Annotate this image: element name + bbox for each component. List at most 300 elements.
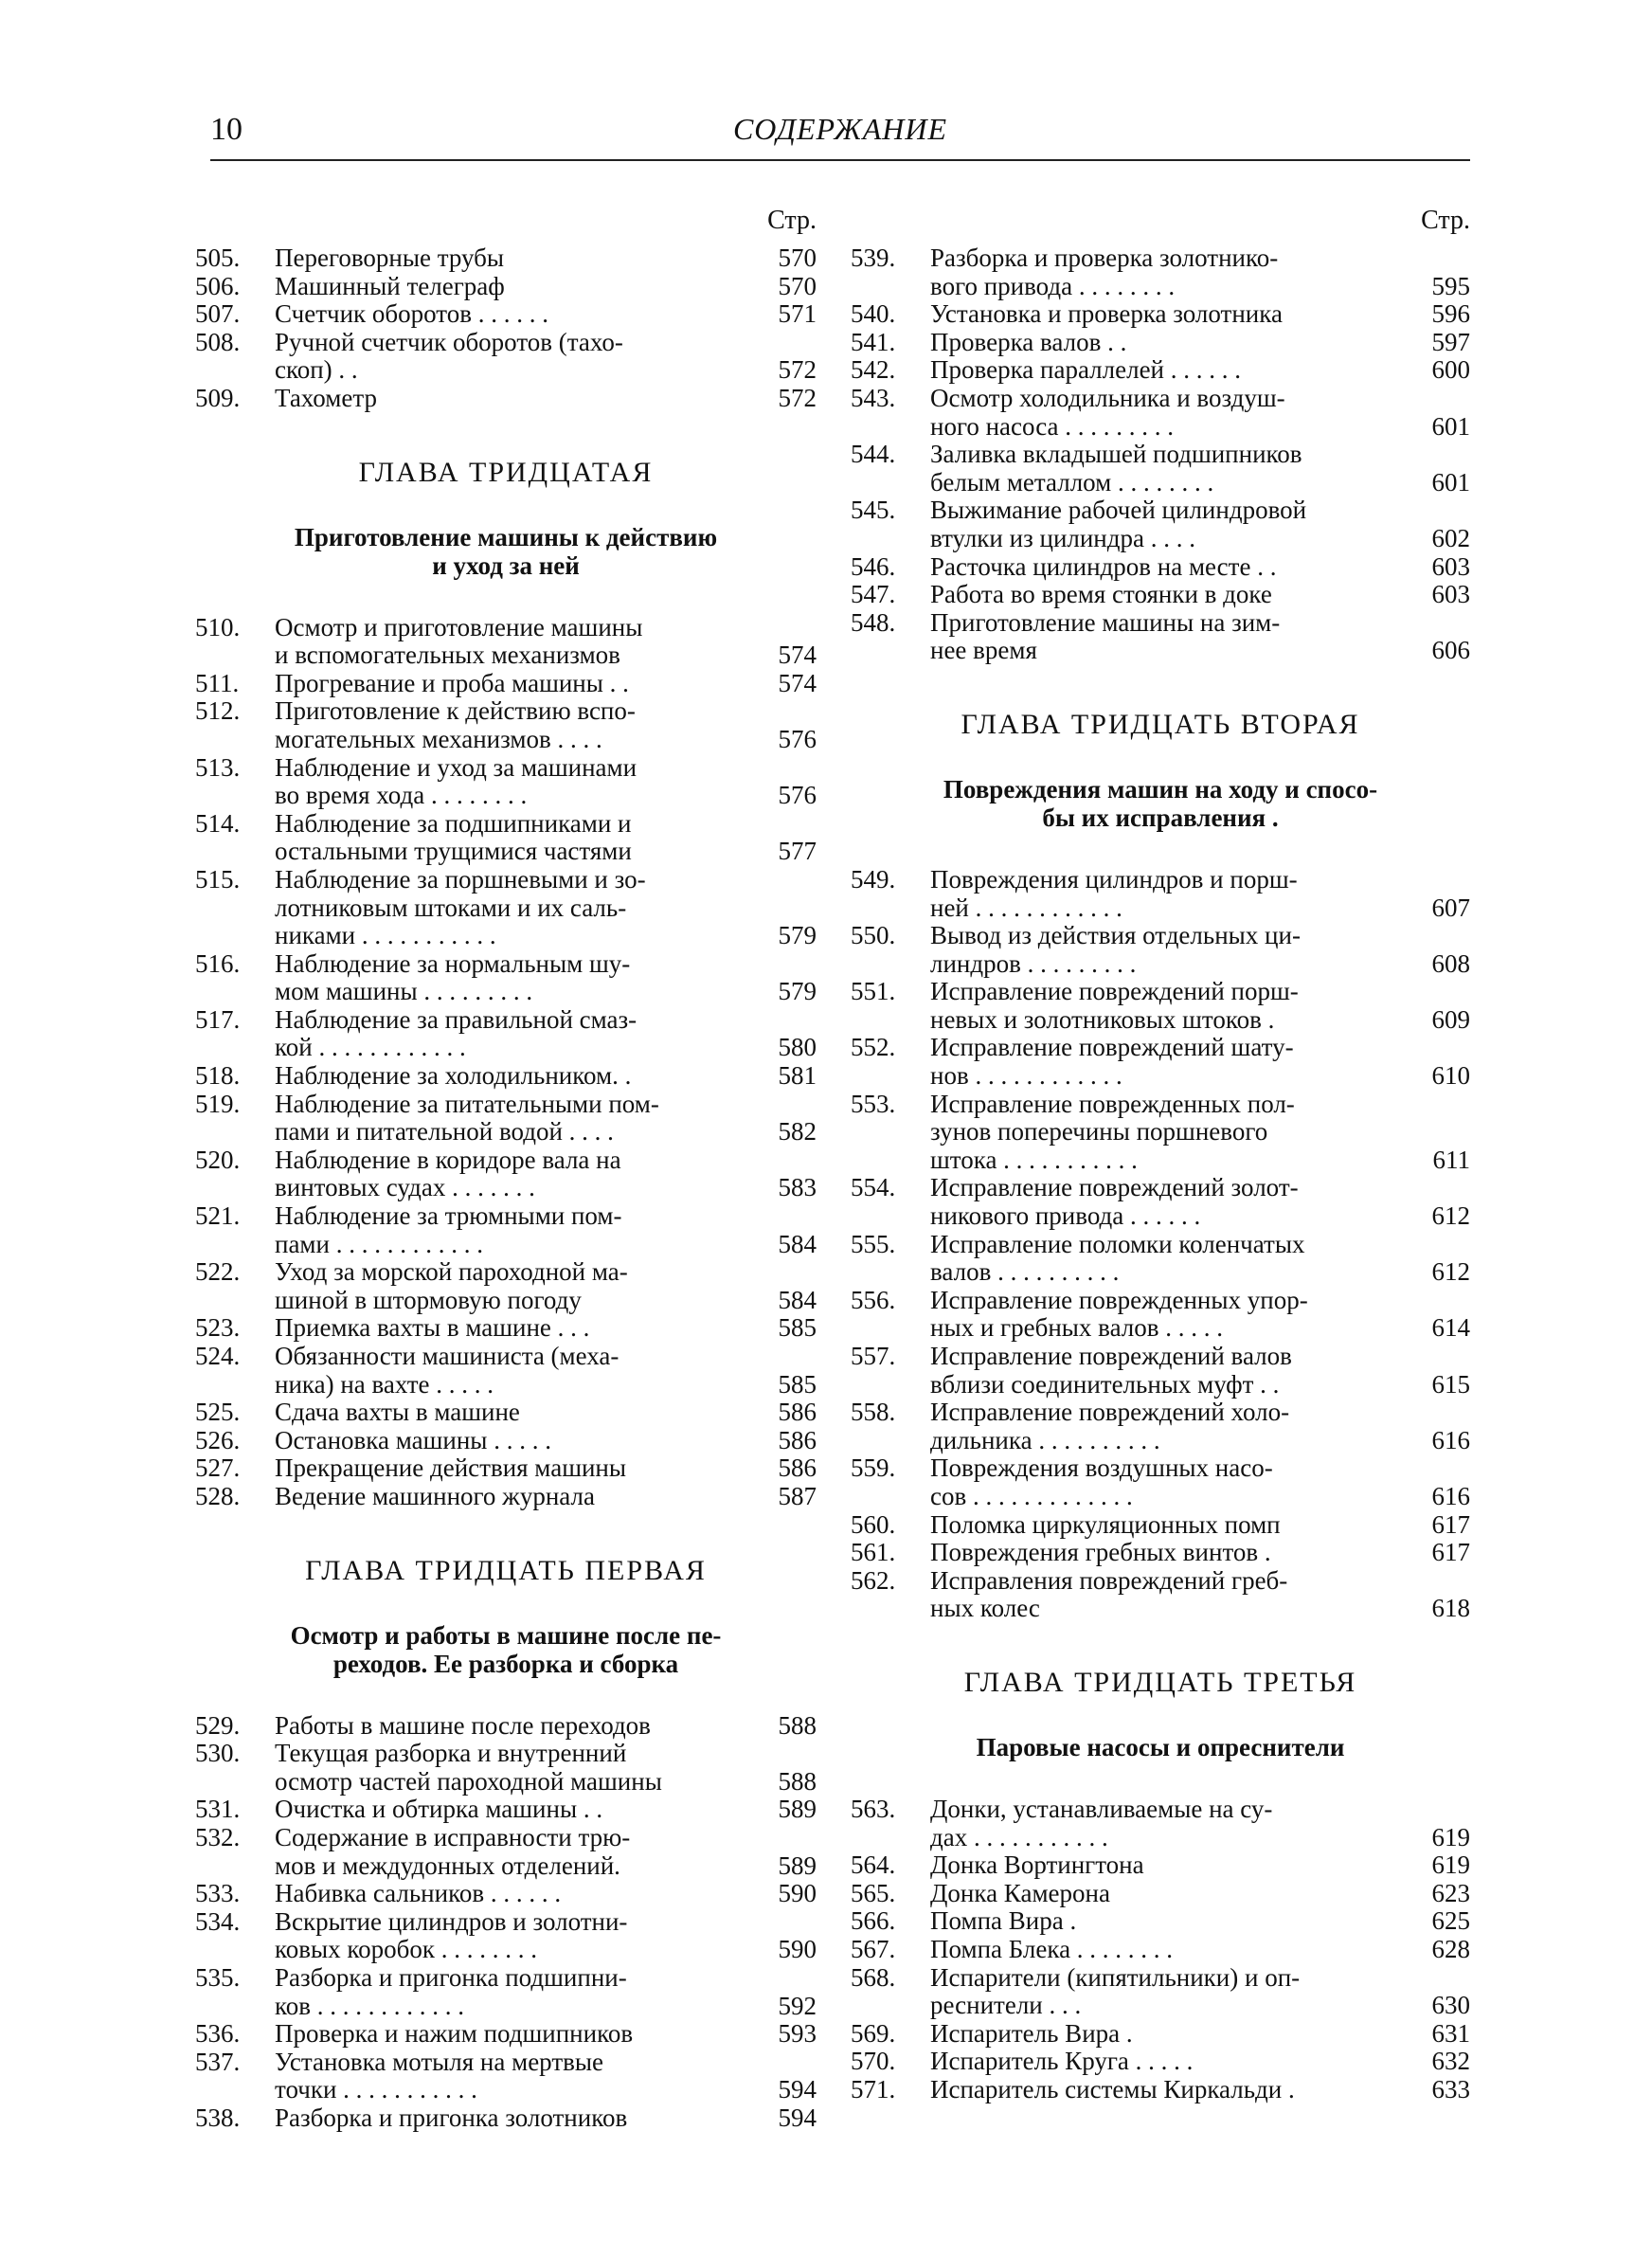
entry-title-line: Уход за морской пароходной ма- bbox=[275, 1258, 628, 1287]
entry-page-number: 595 bbox=[1431, 271, 1470, 300]
entry-title-line: Осмотр холодильника и воздуш- bbox=[930, 384, 1285, 412]
entry-title bbox=[275, 1399, 743, 1427]
entry-page-number: 577 bbox=[778, 837, 817, 866]
entry-title-line: кой . . . . . . . . . . . . bbox=[275, 1034, 466, 1062]
entry-title bbox=[930, 1907, 1396, 1936]
entry-title bbox=[275, 1062, 743, 1091]
toc-entry bbox=[851, 244, 1470, 300]
entry-title-line: лотниковым штоками и их саль- bbox=[275, 894, 627, 922]
chapter-subtitle-line: Приготовление машины к действию bbox=[294, 522, 718, 551]
entry-title bbox=[275, 329, 743, 385]
entry-title-line: Наблюдение за подшипниками и bbox=[275, 809, 632, 838]
entry-title-line: Приемка вахты в машине . . . bbox=[275, 1314, 590, 1343]
entry-number: 571. bbox=[851, 2074, 896, 2104]
toc-entry bbox=[851, 497, 1470, 552]
entry-title-line: осмотр частей пароходной машины bbox=[275, 1767, 662, 1796]
entry-title bbox=[930, 497, 1396, 552]
chapter-subtitle-line: Осмотр и работы в машине после пе- bbox=[290, 1620, 722, 1650]
entry-page-number: 574 bbox=[778, 668, 817, 697]
entry-page-number: 590 bbox=[778, 1879, 817, 1908]
toc-entry bbox=[851, 329, 1470, 357]
entry-number: 510. bbox=[195, 612, 241, 641]
toc-entry bbox=[195, 1314, 817, 1343]
entry-page-number: 588 bbox=[778, 1766, 817, 1796]
entry-title-line: ных и гребных валов . . . . . bbox=[930, 1314, 1224, 1343]
entry-title-line: пами и питательной водой . . . . bbox=[275, 1118, 614, 1147]
entry-page-number: 623 bbox=[1431, 1878, 1470, 1907]
entry-title-line: Наблюдение в коридоре вала на bbox=[275, 1146, 621, 1174]
chapter-subtitle-line: реходов. Ее разборка и сборка bbox=[332, 1649, 679, 1678]
toc-entry bbox=[195, 670, 817, 698]
entry-number: 538. bbox=[195, 2103, 241, 2132]
entry-number: 554. bbox=[851, 1173, 896, 1202]
entry-title bbox=[275, 1483, 743, 1511]
entry-title bbox=[275, 244, 743, 273]
entry-page-number: 579 bbox=[778, 921, 817, 950]
toc-entry bbox=[851, 1511, 1470, 1540]
entry-title-line: Разборка и проверка золотнико- bbox=[930, 244, 1279, 272]
entry-title bbox=[930, 1399, 1396, 1454]
entry-number: 529. bbox=[195, 1710, 241, 1740]
entry-number: 570. bbox=[851, 2047, 896, 2076]
toc-entry bbox=[851, 1539, 1470, 1567]
entry-title bbox=[930, 441, 1396, 497]
entry-page-number: 589 bbox=[778, 1851, 817, 1880]
entry-title bbox=[930, 1936, 1396, 1964]
entry-title-line: Наблюдение за трюмными пом- bbox=[275, 1202, 622, 1231]
toc-entry bbox=[195, 1483, 817, 1511]
toc-entry bbox=[195, 697, 817, 753]
entry-title-line: точки . . . . . . . . . . . bbox=[275, 2076, 477, 2104]
entry-title-line: Прогревание и проба машины . . bbox=[275, 669, 629, 697]
entry-title-line: Обязанности машиниста (меха- bbox=[275, 1343, 620, 1370]
entry-title-line: ных колес bbox=[930, 1595, 1040, 1623]
entry-number: 531. bbox=[195, 1795, 241, 1824]
entry-title-line: шиной в штормовую погоду bbox=[275, 1286, 582, 1314]
entry-title-line: Ведение машинного журнала bbox=[275, 1482, 595, 1510]
entry-title bbox=[275, 950, 743, 1006]
entry-number: 516. bbox=[195, 948, 241, 978]
entry-title-line: ковых коробок . . . . . . . . bbox=[275, 1936, 537, 1964]
entry-title-line: вблизи соединительных муфт . . bbox=[930, 1370, 1280, 1399]
entry-number: 556. bbox=[851, 1285, 896, 1314]
entry-page-number: 580 bbox=[778, 1033, 817, 1062]
entry-number: 532. bbox=[195, 1822, 241, 1851]
entry-title bbox=[930, 1567, 1396, 1623]
entry-title-line: остальными трущимися частями bbox=[275, 838, 632, 866]
toc-entry bbox=[851, 1964, 1470, 2020]
entry-title-line: Осмотр и приготовление машины bbox=[275, 613, 643, 641]
entry-title-line: Повреждения цилиндров и порш- bbox=[930, 865, 1298, 894]
entry-page-number: 619 bbox=[1431, 1851, 1470, 1880]
entry-title bbox=[275, 2049, 743, 2104]
toc-entry bbox=[851, 300, 1470, 329]
entry-title bbox=[275, 1258, 743, 1314]
entry-title-line: Проверка валов . . bbox=[930, 328, 1127, 356]
entry-title-line: штока . . . . . . . . . . . bbox=[930, 1146, 1138, 1174]
entry-title bbox=[930, 244, 1396, 300]
entry-title bbox=[930, 1511, 1396, 1540]
entry-number: 548. bbox=[851, 607, 896, 637]
toc-entry bbox=[195, 1062, 817, 1091]
entry-number: 546. bbox=[851, 551, 896, 581]
entry-number: 562. bbox=[851, 1565, 896, 1595]
toc-entry bbox=[851, 581, 1470, 609]
entry-title-line: невых и золотниковых штоков . bbox=[930, 1005, 1275, 1034]
entry-title bbox=[275, 1712, 743, 1741]
entry-title-line: Вскрытие цилиндров и золотни- bbox=[275, 1907, 628, 1936]
entry-page-number: 582 bbox=[778, 1117, 817, 1147]
entry-title-line: Исправление поломки коленчатых bbox=[930, 1230, 1305, 1258]
entry-page-number: 616 bbox=[1431, 1425, 1470, 1454]
entry-title bbox=[275, 385, 743, 413]
toc-entry bbox=[851, 553, 1470, 582]
entry-page-number: 632 bbox=[1431, 2047, 1470, 2076]
entry-title-line: нее время bbox=[930, 637, 1037, 665]
entry-page-number: 603 bbox=[1431, 551, 1470, 581]
entry-title-line: Проверка параллелей . . . . . . bbox=[930, 356, 1242, 385]
entry-page-number: 588 bbox=[778, 1710, 817, 1740]
toc-entry bbox=[851, 1399, 1470, 1454]
entry-page-number: 579 bbox=[778, 977, 817, 1006]
entry-page-number: 619 bbox=[1431, 1822, 1470, 1851]
entry-page-number: 576 bbox=[778, 781, 817, 810]
toc-entry bbox=[851, 2048, 1470, 2076]
entry-title-line: Остановка машины . . . . . bbox=[275, 1426, 551, 1454]
entry-number: 555. bbox=[851, 1229, 896, 1258]
entry-title-line: втулки из цилиндра . . . . bbox=[930, 524, 1195, 552]
entry-number: 524. bbox=[195, 1342, 241, 1370]
entry-page-number: 583 bbox=[778, 1173, 817, 1202]
toc-entry bbox=[851, 922, 1470, 978]
entry-page-number: 596 bbox=[1431, 299, 1470, 329]
entry-title-line: Установка мотыля на мертвые bbox=[275, 2048, 603, 2076]
entry-title-line: сов . . . . . . . . . . . . . bbox=[930, 1482, 1133, 1510]
toc-entry bbox=[851, 1091, 1470, 1175]
entry-title-line: Переговорные трубы bbox=[275, 244, 505, 272]
entry-number: 558. bbox=[851, 1398, 896, 1427]
entry-title bbox=[930, 2076, 1396, 2104]
entry-title bbox=[275, 1314, 743, 1343]
toc-entry bbox=[195, 385, 817, 413]
entry-page-number: 584 bbox=[778, 1229, 817, 1258]
entry-number: 533. bbox=[195, 1879, 241, 1908]
entry-number: 534. bbox=[195, 1906, 241, 1936]
entry-title bbox=[930, 1343, 1396, 1399]
entry-number: 518. bbox=[195, 1061, 241, 1091]
toc-entry bbox=[851, 1287, 1470, 1343]
entry-title bbox=[930, 1851, 1396, 1880]
entry-page-number: 610 bbox=[1431, 1061, 1470, 1091]
entry-page-number: 609 bbox=[1431, 1004, 1470, 1034]
entry-title-line: Машинный телеграф bbox=[275, 272, 505, 300]
entry-number: 506. bbox=[195, 271, 241, 300]
entry-title-line: Наблюдение за правильной смаз- bbox=[275, 1005, 637, 1034]
entry-title bbox=[930, 1796, 1396, 1851]
entry-title-line: Вывод из действия отдельных ци- bbox=[930, 922, 1301, 950]
entry-title bbox=[930, 581, 1396, 609]
chapter-subtitle-line: бы их исправления . bbox=[1042, 803, 1279, 832]
toc-list-left bbox=[195, 244, 817, 2132]
entry-title-line: Приготовление к действию вспо- bbox=[275, 697, 636, 726]
toc-entry bbox=[195, 1258, 817, 1314]
entry-page-number: 614 bbox=[1431, 1313, 1470, 1343]
toc-entry bbox=[195, 614, 817, 670]
entry-page-number: 572 bbox=[778, 383, 817, 412]
entry-title-line: Исправления повреждений греб- bbox=[930, 1566, 1288, 1595]
entry-title-line: Сдача вахты в машине bbox=[275, 1399, 520, 1427]
entry-page-number: 570 bbox=[778, 244, 817, 272]
entry-page-number: 570 bbox=[778, 271, 817, 300]
entry-title bbox=[275, 1964, 743, 2020]
entry-title bbox=[275, 2020, 743, 2049]
chapter-subtitle bbox=[195, 1621, 817, 1678]
entry-title-line: Повреждения воздушных насо- bbox=[930, 1454, 1273, 1483]
entry-title-line: Поломка циркуляционных помп bbox=[930, 1510, 1281, 1539]
entry-title-line: Разборка и пригонка подшипни- bbox=[275, 1963, 627, 1992]
entry-title-line: реснители . . . bbox=[930, 1992, 1082, 2020]
entry-title-line: дах . . . . . . . . . . . bbox=[930, 1823, 1108, 1851]
entry-page-number: 612 bbox=[1431, 1257, 1470, 1287]
entry-page-number: 616 bbox=[1431, 1481, 1470, 1510]
entry-title bbox=[275, 810, 743, 866]
entry-title-line: Донки, устанавливаемые на су- bbox=[930, 1795, 1273, 1823]
entry-title-line: мом машины . . . . . . . . . bbox=[275, 978, 533, 1006]
entry-title-line: Проверка и нажим подшипников bbox=[275, 2020, 634, 2049]
entry-number: 509. bbox=[195, 383, 241, 412]
entry-title-line: Содержание в исправности трю- bbox=[275, 1823, 631, 1851]
entry-title-line: ков . . . . . . . . . . . . bbox=[275, 1992, 464, 2020]
entry-number: 542. bbox=[851, 355, 896, 385]
toc-entry bbox=[851, 1567, 1470, 1623]
entry-title-line: вого привода . . . . . . . . bbox=[930, 272, 1176, 300]
toc-entry bbox=[851, 1034, 1470, 1090]
toc-entry bbox=[195, 1427, 817, 1455]
entry-number: 522. bbox=[195, 1257, 241, 1287]
entry-page-number: 594 bbox=[778, 2075, 817, 2104]
entry-title bbox=[275, 2104, 743, 2133]
entry-title bbox=[275, 754, 743, 810]
entry-page-number: 617 bbox=[1431, 1538, 1470, 1567]
entry-title bbox=[275, 1824, 743, 1880]
entry-title-line: Испаритель системы Киркальди . bbox=[930, 2075, 1295, 2104]
toc-entry bbox=[195, 1091, 817, 1147]
entry-page-number: 581 bbox=[778, 1061, 817, 1091]
entry-page-number: 584 bbox=[778, 1285, 817, 1314]
entry-title-line: Наблюдение за нормальным шу- bbox=[275, 949, 631, 978]
entry-title bbox=[275, 670, 743, 698]
entry-title bbox=[930, 329, 1396, 357]
toc-entry bbox=[851, 1796, 1470, 1851]
entry-number: 561. bbox=[851, 1538, 896, 1567]
entry-number: 567. bbox=[851, 1934, 896, 1963]
toc-entry bbox=[195, 1399, 817, 1427]
entry-page-number: 630 bbox=[1431, 1991, 1470, 2020]
entry-title-line: Наблюдение за питательными пом- bbox=[275, 1090, 659, 1118]
toc-entry bbox=[851, 441, 1470, 497]
entry-title bbox=[275, 1147, 743, 1202]
entry-title-line: Набивка сальников . . . . . . bbox=[275, 1880, 562, 1908]
entry-title-line: и вспомогательных механизмов bbox=[275, 641, 620, 670]
entry-page-number: 617 bbox=[1431, 1509, 1470, 1539]
entry-page-number: 615 bbox=[1431, 1369, 1470, 1399]
toc-entry bbox=[851, 385, 1470, 441]
entry-number: 517. bbox=[195, 1004, 241, 1034]
entry-title bbox=[930, 1539, 1396, 1567]
entry-page-number: 589 bbox=[778, 1795, 817, 1824]
entry-number: 520. bbox=[195, 1145, 241, 1174]
entry-number: 559. bbox=[851, 1454, 896, 1483]
entry-title bbox=[275, 300, 743, 329]
page-column-label: Стр. bbox=[1421, 206, 1470, 235]
entry-title-line: зунов поперечины поршневого bbox=[930, 1118, 1268, 1147]
toc-entry bbox=[851, 1231, 1470, 1287]
entry-number: 535. bbox=[195, 1962, 241, 1992]
toc-entry bbox=[195, 244, 817, 273]
entry-title bbox=[275, 1454, 743, 1483]
entry-title-line: Установка и проверка золотника bbox=[930, 300, 1283, 329]
chapter-subtitle-line: и уход за ней bbox=[432, 551, 580, 580]
toc-entry bbox=[195, 2049, 817, 2104]
entry-page-number: 606 bbox=[1431, 636, 1470, 665]
toc-entry bbox=[851, 356, 1470, 385]
running-title: СОДЕРЖАНИЕ bbox=[732, 112, 948, 146]
entry-page-number: 601 bbox=[1431, 467, 1470, 497]
entry-title-line: могательных механизмов . . . . bbox=[275, 725, 602, 753]
entry-number: 566. bbox=[851, 1906, 896, 1936]
entry-number: 552. bbox=[851, 1033, 896, 1062]
entry-title-line: ного насоса . . . . . . . . . bbox=[930, 412, 1174, 441]
toc-entry bbox=[195, 1796, 817, 1824]
entry-title-line: Исправление повреждений порш- bbox=[930, 978, 1299, 1006]
entry-number: 528. bbox=[195, 1481, 241, 1510]
chapter-title: ГЛАВА ТРИДЦАТАЯ bbox=[358, 456, 654, 488]
entry-title-line: Наблюдение и уход за машинами bbox=[275, 753, 637, 782]
entry-title-line: Исправление повреждений холо- bbox=[930, 1399, 1290, 1427]
entry-title bbox=[930, 978, 1396, 1034]
entry-page-number: 594 bbox=[778, 2103, 817, 2132]
chapter-subtitle bbox=[195, 523, 817, 580]
entry-number: 539. bbox=[851, 244, 896, 272]
entry-page-number: 631 bbox=[1431, 2018, 1470, 2048]
chapter-title: ГЛАВА ТРИДЦАТЬ ПЕРВАЯ bbox=[305, 1554, 707, 1586]
entry-title-line: нов . . . . . . . . . . . . bbox=[930, 1062, 1122, 1091]
entry-title bbox=[930, 356, 1396, 385]
entry-title-line: Испаритель Круга . . . . . bbox=[930, 2048, 1194, 2076]
toc-entry bbox=[851, 1454, 1470, 1510]
entry-number: 560. bbox=[851, 1509, 896, 1539]
page-column-label: Стр. bbox=[767, 206, 817, 235]
entry-page-number: 618 bbox=[1431, 1594, 1470, 1623]
entry-title-line: Работа во время стоянки в доке bbox=[930, 581, 1272, 609]
entry-title-line: Наблюдение за холодильником. . bbox=[275, 1062, 632, 1091]
entry-title-line: Донка Вортингтона bbox=[930, 1851, 1144, 1880]
entry-number: 514. bbox=[195, 808, 241, 838]
entry-number: 553. bbox=[851, 1089, 896, 1118]
toc-entry bbox=[195, 329, 817, 385]
entry-number: 519. bbox=[195, 1089, 241, 1118]
entry-title bbox=[930, 2020, 1396, 2049]
entry-number: 523. bbox=[195, 1313, 241, 1343]
entry-title bbox=[930, 1174, 1396, 1230]
entry-title bbox=[275, 1006, 743, 1062]
toc-entry bbox=[195, 1202, 817, 1258]
toc-entry bbox=[851, 2076, 1470, 2104]
entry-title bbox=[275, 1880, 743, 1908]
entry-page-number: 586 bbox=[778, 1454, 817, 1483]
chapter-subtitle-line: Паровые насосы и опреснители bbox=[976, 1732, 1345, 1761]
entry-title bbox=[930, 385, 1396, 441]
entry-page-number: 590 bbox=[778, 1935, 817, 1964]
toc-entry bbox=[851, 866, 1470, 922]
entry-page-number: 576 bbox=[778, 724, 817, 753]
entry-number: 547. bbox=[851, 580, 896, 609]
entry-number: 551. bbox=[851, 977, 896, 1006]
entry-title bbox=[275, 1091, 743, 1147]
entry-number: 525. bbox=[195, 1398, 241, 1427]
entry-title-line: никового привода . . . . . . bbox=[930, 1202, 1201, 1231]
toc-column-left bbox=[195, 197, 817, 2132]
entry-number: 568. bbox=[851, 1962, 896, 1992]
entry-page-number: 597 bbox=[1431, 327, 1470, 356]
entry-title bbox=[930, 866, 1396, 922]
entry-title-line: Помпа Вира . bbox=[930, 1907, 1077, 1936]
toc-entry bbox=[195, 2020, 817, 2049]
entry-page-number: 611 bbox=[1432, 1145, 1470, 1174]
entry-number: 544. bbox=[851, 440, 896, 469]
entry-number: 505. bbox=[195, 244, 241, 272]
entry-number: 550. bbox=[851, 921, 896, 950]
entry-title-line: Текущая разборка и внутренний bbox=[275, 1740, 627, 1768]
entry-number: 540. bbox=[851, 299, 896, 329]
toc-entry bbox=[195, 1343, 817, 1399]
entry-title-line: во время хода . . . . . . . . bbox=[275, 782, 528, 810]
entry-title-line: ней . . . . . . . . . . . . bbox=[930, 894, 1122, 922]
entry-title-line: Исправление повреждений шату- bbox=[930, 1034, 1294, 1062]
entry-title bbox=[930, 300, 1396, 329]
entry-title-line: скоп) . . bbox=[275, 356, 358, 385]
entry-title bbox=[275, 697, 743, 753]
entry-page-number: 585 bbox=[778, 1313, 817, 1343]
entry-title-line: мов и междудонных отделений. bbox=[275, 1851, 620, 1880]
entry-title-line: Заливка вкладышей подшипников bbox=[930, 441, 1302, 469]
toc-list-right bbox=[851, 244, 1470, 2104]
entry-number: 564. bbox=[851, 1851, 896, 1880]
toc-entry bbox=[851, 1936, 1470, 1964]
entry-page-number: 603 bbox=[1431, 580, 1470, 609]
entry-number: 530. bbox=[195, 1739, 241, 1768]
entry-title bbox=[275, 1796, 743, 1824]
entry-page-number: 600 bbox=[1431, 355, 1470, 385]
entry-number: 545. bbox=[851, 496, 896, 525]
toc-entry bbox=[851, 1880, 1470, 1908]
entry-title bbox=[930, 1231, 1396, 1287]
entry-title-line: Исправление поврежденных пол- bbox=[930, 1090, 1295, 1118]
entry-title-line: Тахометр bbox=[275, 384, 377, 412]
entry-page-number: 592 bbox=[778, 1991, 817, 2020]
toc-entry bbox=[195, 950, 817, 1006]
toc-entry bbox=[195, 1740, 817, 1796]
entry-title-line: Исправление повреждений золот- bbox=[930, 1174, 1299, 1202]
entry-page-number: 602 bbox=[1431, 523, 1470, 552]
entry-title-line: Помпа Блека . . . . . . . . bbox=[930, 1935, 1174, 1963]
toc-entry bbox=[851, 1343, 1470, 1399]
entry-page-number: 572 bbox=[778, 355, 817, 385]
entry-number: 521. bbox=[195, 1201, 241, 1231]
entry-page-number: 587 bbox=[778, 1481, 817, 1510]
entry-page-number: 574 bbox=[778, 641, 817, 670]
entry-number: 557. bbox=[851, 1342, 896, 1370]
